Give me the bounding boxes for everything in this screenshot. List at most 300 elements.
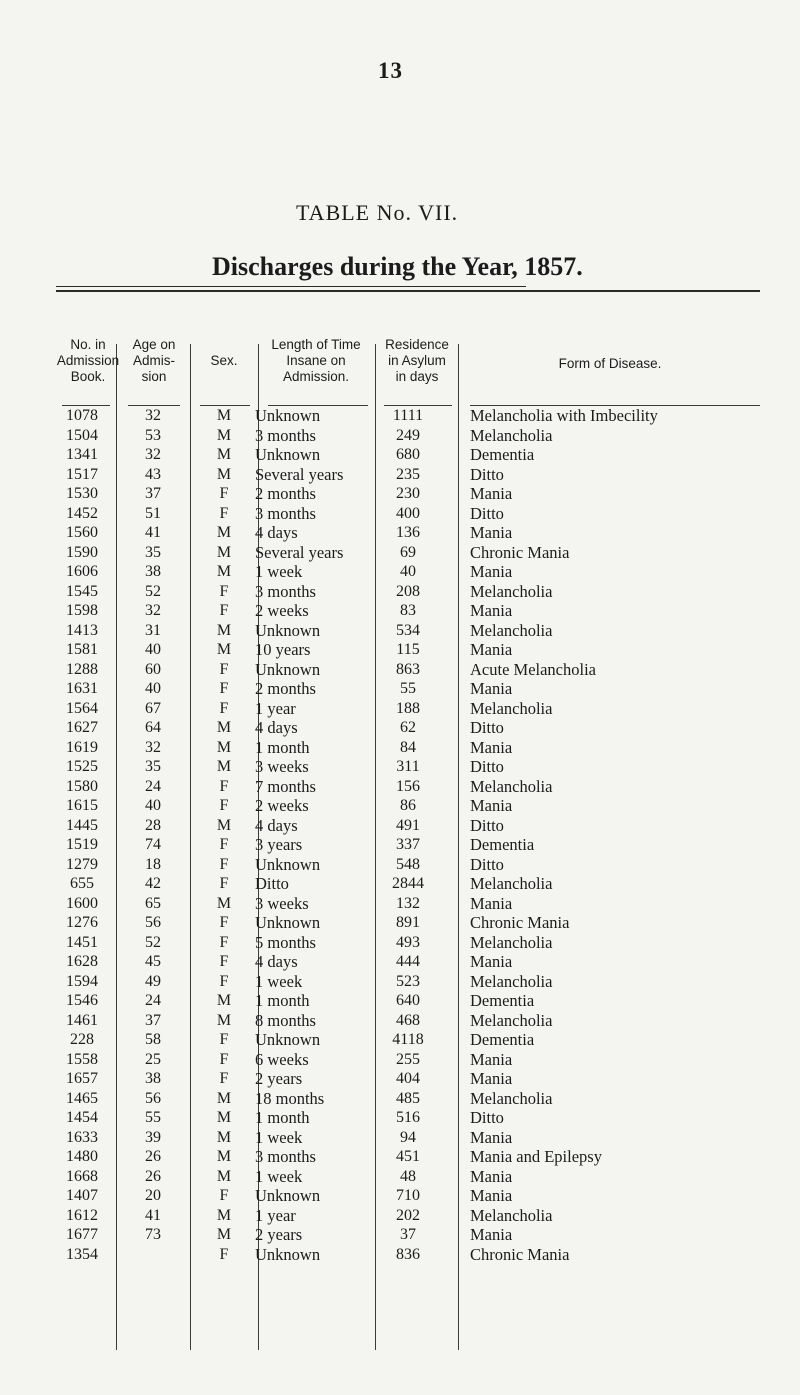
residence-days-cell: 468 [396, 1011, 420, 1029]
table-row [0, 738, 800, 758]
header-residence: Residence in Asylum in days [385, 337, 449, 384]
sex-cell: F [219, 602, 229, 619]
age-cell: 40 [145, 641, 161, 658]
table-subtitle: Discharges during the Year, 1857. [212, 252, 583, 281]
age-cell: 38 [145, 563, 161, 580]
table-row [0, 816, 800, 836]
page-number: 13 [378, 58, 403, 83]
form-of-disease-cell: Melancholia [470, 874, 553, 893]
residence-days-cell: 188 [396, 699, 420, 717]
form-of-disease-cell: Mania [470, 796, 513, 815]
table-row [0, 972, 800, 992]
length-insane-cell: 2 weeks [255, 601, 309, 620]
table-row [0, 660, 800, 680]
form-of-disease-cell: Melancholia with Imbecility [470, 406, 658, 425]
form-of-disease-cell: Mania [470, 1069, 513, 1088]
residence-days-cell: 311 [396, 758, 420, 775]
age-cell: 41 [145, 1206, 161, 1224]
sex-cell: M [216, 446, 232, 463]
length-insane-cell: Unknown [255, 854, 321, 874]
length-insane-cell: 7 months [255, 776, 316, 796]
sex-cell: M [216, 1226, 232, 1243]
table-row [0, 406, 800, 426]
age-cell: 25 [145, 1050, 161, 1068]
form-of-disease-cell: Ditto [470, 503, 504, 523]
form-of-disease-cell: Dementia [470, 445, 535, 464]
length-insane-cell: Unknown [255, 913, 321, 932]
residence-days-cell: 491 [396, 816, 420, 834]
residence-days-cell: 493 [396, 933, 420, 951]
residence-days-cell: 836 [396, 1245, 420, 1263]
admission-number-cell: 1341 [66, 446, 98, 463]
sex-cell: M [216, 426, 232, 444]
sex-cell: M [216, 563, 232, 580]
age-cell: 65 [145, 894, 161, 912]
admission-number-cell: 1288 [66, 660, 98, 678]
form-of-disease-cell: Ditto [470, 1108, 504, 1127]
residence-days-cell: 863 [396, 660, 420, 678]
sex-cell: M [216, 543, 232, 561]
length-insane-cell: 3 years [255, 835, 303, 854]
residence-days-cell: 680 [396, 446, 420, 463]
age-cell: 39 [145, 1128, 161, 1146]
table-row [0, 777, 800, 797]
length-insane-cell: 2 months [255, 679, 316, 698]
age-cell: 41 [145, 524, 161, 541]
admission-number-cell: 1594 [66, 972, 98, 990]
residence-days-cell: 640 [396, 992, 420, 1009]
admission-number-cell: 1545 [66, 582, 98, 600]
age-cell: 58 [145, 1031, 161, 1048]
length-insane-cell: 3 months [255, 1147, 316, 1166]
table-row [0, 1245, 800, 1265]
residence-days-cell: 230 [396, 485, 420, 502]
table-row [0, 1206, 800, 1226]
admission-number-cell: 1612 [66, 1206, 98, 1224]
form-of-disease-cell: Melancholia [470, 1010, 553, 1030]
sex-cell: M [216, 816, 232, 834]
residence-days-cell: 86 [400, 797, 416, 814]
age-cell: 32 [145, 407, 161, 424]
admission-number-cell: 1276 [66, 914, 98, 931]
residence-days-cell: 202 [396, 1206, 420, 1224]
table-row [0, 1050, 800, 1070]
admission-number-cell: 1451 [66, 933, 98, 951]
sex-cell: F [219, 582, 229, 600]
age-cell: 20 [145, 1187, 161, 1204]
table-row [0, 1147, 800, 1167]
table-row [0, 523, 800, 543]
form-of-disease-cell: Dementia [470, 991, 535, 1010]
sex-cell: M [216, 738, 232, 756]
residence-days-cell: 337 [396, 836, 420, 853]
admission-number-cell: 1452 [66, 504, 98, 522]
length-insane-cell: 1 week [255, 1166, 303, 1186]
table-row [0, 1089, 800, 1109]
admission-number-cell: 1619 [66, 738, 98, 756]
sex-cell: M [216, 719, 232, 736]
form-of-disease-cell: Melancholia [470, 971, 553, 991]
form-of-disease-cell: Mania [470, 737, 513, 757]
age-cell: 60 [145, 660, 161, 678]
residence-days-cell: 710 [396, 1187, 420, 1204]
length-insane-cell: 1 week [255, 1127, 303, 1147]
table-row [0, 1030, 800, 1050]
table-row [0, 543, 800, 563]
length-insane-cell: 2 years [255, 1069, 303, 1088]
residence-days-cell: 891 [396, 914, 420, 931]
length-insane-cell: 1 month [255, 1108, 310, 1127]
age-cell: 26 [145, 1167, 161, 1185]
length-insane-cell: 5 months [255, 932, 316, 952]
age-cell: 64 [145, 719, 161, 736]
form-of-disease-cell: Mania [470, 1186, 513, 1205]
age-cell: 38 [145, 1070, 161, 1087]
length-insane-cell: Ditto [255, 874, 289, 893]
form-of-disease-cell: Chronic Mania [470, 542, 570, 562]
table-row [0, 1069, 800, 1089]
header-age: Age on Admis- sion [132, 337, 176, 384]
form-of-disease-cell: Ditto [470, 815, 504, 835]
age-cell: 32 [145, 738, 161, 756]
length-insane-cell: 1 year [255, 1205, 296, 1225]
table-row [0, 991, 800, 1011]
admission-number-cell: 1677 [66, 1226, 98, 1243]
table-row [0, 562, 800, 582]
age-cell: 74 [145, 836, 161, 853]
residence-days-cell: 534 [396, 621, 420, 639]
admission-number-cell: 1461 [66, 1011, 98, 1029]
length-insane-cell: 2 years [255, 1225, 303, 1244]
admission-number-cell: 1600 [66, 894, 98, 912]
admission-number-cell: 1454 [66, 1109, 98, 1126]
form-of-disease-cell: Melancholia [470, 620, 553, 640]
admission-number-cell: 1628 [66, 953, 98, 970]
sex-cell: M [216, 992, 232, 1009]
top-rule [56, 286, 526, 287]
residence-days-cell: 1111 [392, 407, 424, 424]
residence-days-cell: 548 [396, 855, 420, 873]
table-row [0, 601, 800, 621]
length-insane-cell: 3 months [255, 581, 316, 601]
admission-number-cell: 1590 [66, 543, 98, 561]
table-row [0, 640, 800, 660]
table-row [0, 952, 800, 972]
length-insane-cell: 8 months [255, 1010, 316, 1030]
sex-cell: F [219, 875, 229, 892]
admission-number-cell: 1445 [66, 816, 98, 834]
length-insane-cell: 4 days [255, 523, 298, 542]
sex-cell: M [216, 1011, 232, 1029]
sex-cell: F [219, 699, 229, 717]
table-row [0, 1186, 800, 1206]
sex-cell: M [216, 641, 232, 658]
length-insane-cell: 2 months [255, 484, 316, 503]
admission-number-cell: 655 [70, 875, 94, 892]
sex-cell: M [216, 1128, 232, 1146]
table-title: TABLE No. VII. [296, 200, 459, 225]
age-cell: 37 [145, 1011, 161, 1029]
age-cell: 56 [145, 914, 161, 931]
length-insane-cell: Unknown [255, 1030, 321, 1049]
sex-cell: F [219, 1050, 229, 1068]
admission-number-cell: 1480 [66, 1148, 98, 1165]
table-row [0, 874, 800, 894]
age-cell: 45 [145, 953, 161, 970]
residence-days-cell: 249 [396, 426, 420, 444]
admission-number-cell: 1504 [66, 426, 98, 444]
age-cell: 32 [145, 446, 161, 463]
sex-cell: M [216, 1089, 232, 1107]
table-row [0, 757, 800, 777]
sex-cell: M [216, 407, 232, 424]
residence-days-cell: 404 [396, 1070, 420, 1087]
admission-number-cell: 1558 [66, 1050, 98, 1068]
age-cell: 56 [145, 1089, 161, 1107]
header-sex: Sex. [210, 353, 238, 368]
sex-cell: F [219, 660, 229, 678]
admission-number-cell: 1519 [66, 836, 98, 853]
sex-cell: M [216, 1148, 232, 1165]
age-cell: 52 [145, 582, 161, 600]
length-insane-cell: 1 month [255, 991, 310, 1010]
age-cell: 40 [145, 680, 161, 697]
table-row [0, 1011, 800, 1031]
age-cell: 43 [145, 465, 161, 483]
length-insane-cell: Several years [255, 464, 344, 484]
table-row [0, 426, 800, 446]
form-of-disease-cell: Ditto [470, 718, 504, 737]
age-cell: 35 [145, 543, 161, 561]
sex-cell: M [216, 1109, 232, 1126]
form-of-disease-cell: Mania [470, 562, 513, 581]
admission-number-cell: 1407 [66, 1187, 98, 1204]
sex-cell: F [219, 953, 229, 970]
form-of-disease-cell: Mania [470, 893, 513, 913]
table-row [0, 1108, 800, 1128]
length-insane-cell: Unknown [255, 1186, 321, 1205]
admission-number-cell: 1657 [66, 1070, 98, 1087]
residence-days-cell: 516 [396, 1109, 420, 1126]
admission-number-cell: 1465 [66, 1089, 98, 1107]
table-row [0, 1225, 800, 1245]
form-of-disease-cell: Mania [470, 601, 513, 620]
age-cell: 40 [145, 797, 161, 814]
residence-days-cell: 400 [396, 504, 420, 522]
form-of-disease-cell: Acute Melancholia [470, 659, 596, 679]
age-cell: 24 [145, 992, 161, 1009]
admission-number-cell: 1615 [66, 797, 98, 814]
sex-cell: M [216, 524, 232, 541]
residence-days-cell: 84 [400, 738, 416, 756]
age-cell: 51 [145, 504, 161, 522]
length-insane-cell: 3 weeks [255, 757, 309, 776]
age-cell: 35 [145, 758, 161, 775]
table-row [0, 835, 800, 855]
age-cell: 42 [145, 875, 161, 892]
sex-cell: F [219, 1031, 229, 1048]
admission-number-cell: 228 [70, 1031, 94, 1048]
length-insane-cell: Unknown [255, 620, 321, 640]
top-rule-right [470, 290, 760, 292]
table-row [0, 1167, 800, 1187]
table-row [0, 933, 800, 953]
admission-number-cell: 1627 [66, 719, 98, 736]
length-insane-cell: 6 weeks [255, 1049, 309, 1069]
length-insane-cell: Unknown [255, 406, 321, 425]
discharges-table-body [0, 406, 800, 1264]
age-cell: 18 [145, 855, 161, 873]
table-row [0, 699, 800, 719]
table-row [0, 894, 800, 914]
sex-cell: F [219, 855, 229, 873]
form-of-disease-cell: Mania [470, 1127, 513, 1147]
form-of-disease-cell: Melancholia [470, 698, 553, 718]
admission-number-cell: 1631 [66, 680, 98, 697]
residence-days-cell: 115 [396, 641, 420, 658]
sex-cell: F [219, 972, 229, 990]
form-of-disease-cell: Mania and Epilepsy [470, 1147, 602, 1166]
length-insane-cell: 3 months [255, 425, 316, 445]
length-insane-cell: 3 months [255, 503, 316, 523]
form-of-disease-cell: Melancholia [470, 1088, 553, 1108]
admission-number-cell: 1413 [66, 621, 98, 639]
length-insane-cell: 1 week [255, 971, 303, 991]
sex-cell: F [219, 797, 229, 814]
form-of-disease-cell: Ditto [470, 854, 504, 874]
table-row [0, 855, 800, 875]
admission-number-cell: 1517 [66, 465, 98, 483]
table-row [0, 679, 800, 699]
form-of-disease-cell: Dementia [470, 835, 535, 854]
sex-cell: M [216, 1167, 232, 1185]
residence-days-cell: 2844 [392, 875, 424, 892]
age-cell: 52 [145, 933, 161, 951]
header-admission-number: No. in Admission Book. [56, 337, 120, 384]
residence-days-cell: 156 [396, 777, 420, 795]
admission-number-cell: 1668 [66, 1167, 98, 1185]
admission-number-cell: 1078 [66, 407, 98, 424]
age-cell: 26 [145, 1148, 161, 1165]
header-length-insane: Length of Time Insane on Admission. [271, 337, 361, 384]
admission-number-cell: 1560 [66, 524, 98, 541]
form-of-disease-cell: Melancholia [470, 1205, 553, 1225]
admission-number-cell: 1279 [66, 855, 98, 873]
admission-number-cell: 1546 [66, 992, 98, 1009]
admission-number-cell: 1598 [66, 602, 98, 619]
sex-cell: F [219, 485, 229, 502]
admission-number-cell: 1530 [66, 485, 98, 502]
sex-cell: M [216, 758, 232, 775]
sex-cell: F [219, 504, 229, 522]
table-row [0, 484, 800, 504]
length-insane-cell: Unknown [255, 445, 321, 464]
residence-days-cell: 37 [400, 1226, 416, 1243]
admission-number-cell: 1354 [66, 1245, 98, 1263]
residence-days-cell: 444 [396, 953, 420, 970]
admission-number-cell: 1564 [66, 699, 98, 717]
form-of-disease-cell: Melancholia [470, 776, 553, 796]
form-of-disease-cell: Melancholia [470, 425, 553, 445]
length-insane-cell: Unknown [255, 1244, 321, 1264]
length-insane-cell: 3 weeks [255, 893, 309, 913]
residence-days-cell: 48 [400, 1167, 416, 1185]
residence-days-cell: 235 [396, 465, 420, 483]
form-of-disease-cell: Chronic Mania [470, 913, 570, 932]
form-of-disease-cell: Mania [470, 523, 513, 542]
table-row [0, 1128, 800, 1148]
sex-cell: M [216, 621, 232, 639]
table-row [0, 445, 800, 465]
residence-days-cell: 255 [396, 1050, 420, 1068]
length-insane-cell: 1 month [255, 737, 310, 757]
form-of-disease-cell: Ditto [470, 464, 504, 484]
sex-cell: M [216, 894, 232, 912]
sex-cell: F [219, 680, 229, 697]
length-insane-cell: Unknown [255, 659, 321, 679]
length-insane-cell: 4 days [255, 718, 298, 737]
form-of-disease-cell: Mania [470, 640, 513, 659]
sex-cell: M [216, 1206, 232, 1224]
table-row [0, 913, 800, 933]
residence-days-cell: 62 [400, 719, 416, 736]
residence-days-cell: 4118 [392, 1031, 424, 1048]
table-row [0, 718, 800, 738]
sex-cell: F [219, 933, 229, 951]
form-of-disease-cell: Mania [470, 952, 513, 971]
form-of-disease-cell: Ditto [470, 757, 504, 776]
residence-days-cell: 83 [400, 602, 416, 619]
length-insane-cell: 1 year [255, 698, 296, 718]
sex-cell: F [219, 1070, 229, 1087]
length-insane-cell: 4 days [255, 815, 298, 835]
table-row [0, 796, 800, 816]
residence-days-cell: 55 [400, 680, 416, 697]
age-cell: 53 [145, 426, 161, 444]
residence-days-cell: 136 [396, 524, 420, 541]
length-insane-cell: 1 week [255, 562, 303, 581]
residence-days-cell: 485 [396, 1089, 420, 1107]
form-of-disease-cell: Mania [470, 1049, 513, 1069]
residence-days-cell: 451 [396, 1148, 420, 1165]
age-cell: 73 [145, 1226, 161, 1243]
sex-cell: F [219, 836, 229, 853]
admission-number-cell: 1581 [66, 641, 98, 658]
table-row [0, 621, 800, 641]
residence-days-cell: 94 [400, 1128, 416, 1146]
age-cell: 37 [145, 485, 161, 502]
length-insane-cell: 4 days [255, 952, 298, 971]
header-form-of-disease: Form of Disease. [558, 356, 662, 371]
residence-days-cell: 208 [396, 582, 420, 600]
admission-number-cell: 1580 [66, 777, 98, 795]
form-of-disease-cell: Mania [470, 1166, 513, 1186]
length-insane-cell: Several years [255, 542, 344, 562]
form-of-disease-cell: Melancholia [470, 581, 553, 601]
admission-number-cell: 1633 [66, 1128, 98, 1146]
sex-cell: M [216, 465, 232, 483]
sex-cell: F [219, 914, 229, 931]
age-cell: 28 [145, 816, 161, 834]
residence-days-cell: 69 [400, 543, 416, 561]
sex-cell: F [219, 1245, 229, 1263]
admission-number-cell: 1525 [66, 758, 98, 775]
admission-number-cell: 1606 [66, 563, 98, 580]
form-of-disease-cell: Dementia [470, 1030, 535, 1049]
length-insane-cell: 2 weeks [255, 796, 309, 815]
form-of-disease-cell: Melancholia [470, 932, 553, 952]
form-of-disease-cell: Mania [470, 679, 513, 698]
